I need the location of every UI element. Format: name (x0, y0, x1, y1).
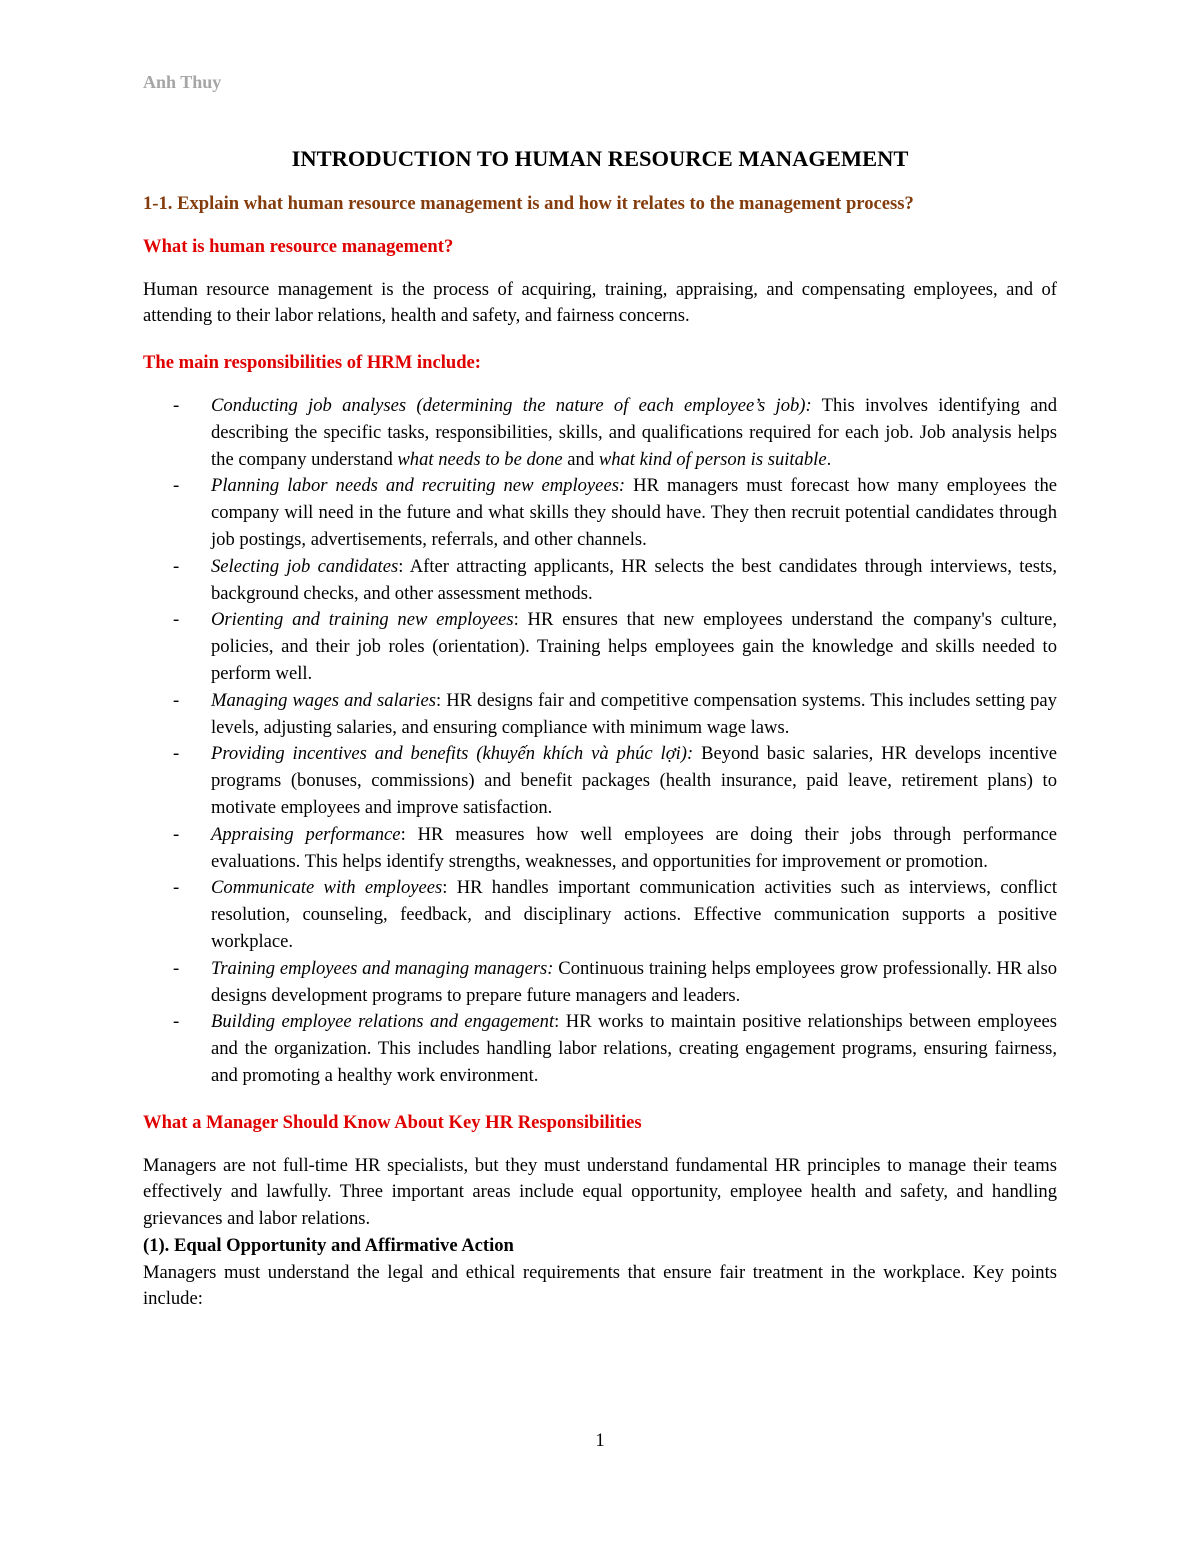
item-term: Training employees and managing managers: (211, 957, 554, 979)
item-text: : HR ensures that new employees understand the company's culture, policies, and their job roles (orientation). Training helps employees gain the knowledge and skills needed to perform well. (211, 609, 1057, 684)
page-content (143, 145, 1057, 1313)
item-text: This involves identifying and describing the specific tasks, responsibilities, skills, and qualifications required for each job. Job analysis helps the company understand (211, 394, 1057, 470)
item-text: and (562, 448, 599, 470)
list-item (143, 393, 1057, 473)
item-text: Continuous training helps employees grow professionally. HR also designs development programs to prepare future managers and leaders. (211, 957, 1057, 1006)
manager-paragraph: Managers are not full-time HR specialists, but they must understand fundamental HR principles to manage their teams effectively and lawfully. Three important areas include equal opportunity, employee health and safety, and handling grievances and labor relations. (143, 1154, 1057, 1230)
item-term: Orienting and training new employees (211, 609, 514, 631)
bullet-dash: - (173, 877, 180, 899)
item-term: Planning labor needs and recruiting new employees: (211, 475, 626, 497)
page-header-author: Anh Thuy (143, 72, 222, 92)
item-text: . (826, 448, 832, 470)
list-item (143, 607, 1057, 687)
item-term: Communicate with employees (211, 877, 443, 899)
list-item (143, 1009, 1057, 1089)
list-item (143, 688, 1057, 742)
document-title: INTRODUCTION TO HUMAN RESOURCE MANAGEMENT (291, 146, 909, 171)
item-italic: what kind of person is suitable (598, 448, 827, 470)
list-item (143, 741, 1057, 821)
list-item (143, 473, 1057, 553)
item-term: Appraising performance (211, 823, 401, 845)
responsibilities-heading: The main responsibilities of HRM include: (143, 352, 481, 374)
list-item (143, 956, 1057, 1010)
item-term: Providing incentives and benefits (khuyến khích và phúc lợi): (211, 743, 694, 765)
what-is-hrm-heading: What is human resource management? (143, 235, 454, 257)
item-italic: what needs to be done (397, 448, 563, 470)
item-term: Selecting job candidates (211, 555, 399, 577)
list-item (143, 822, 1057, 876)
item-text: : After attracting applicants, HR selects the best candidates through interviews, tests, background checks, and other assessment methods. (211, 555, 1058, 604)
bullet-dash: - (173, 689, 180, 711)
item-text: : HR measures how well employees are doing their jobs through performance evaluations. This helps identify strengths, weaknesses, and opportunities for improvement or promotion. (211, 823, 1058, 872)
bullet-dash: - (173, 743, 180, 765)
item-text: Beyond basic salaries, HR develops incentive programs (bonuses, commissions) and benefit packages (health insurance, paid leave, retirement plans) to motivate employees and improve satisfaction. (211, 743, 1057, 818)
responsibilities-list (143, 393, 1057, 1090)
section-1-heading: (1). Equal Opportunity and Affirmative Action (143, 1234, 514, 1256)
page-number: 1 (595, 1430, 605, 1451)
item-text: : HR works to maintain positive relationships between employees and the organization. This includes handling labor relations, creating engagement programs, ensuring fairness, and promoting a healthy work environment. (211, 1011, 1057, 1086)
question-heading: 1-1. Explain what human resource management is and how it relates to the management process? (143, 193, 914, 214)
hrm-definition: Human resource management is the process of acquiring, training, appraising, and compensating employees, and of attending to their labor relations, health and safety, and fairness concerns. (143, 278, 1057, 327)
item-text: : HR handles important communication activities such as interviews, conflict resolution, counseling, feedback, and disciplinary actions. Effective communication supports a positive workplace. (211, 877, 1057, 952)
bullet-dash: - (173, 555, 180, 577)
bullet-dash: - (173, 475, 180, 497)
section-1-paragraph: Managers must understand the legal and ethical requirements that ensure fair treatment in the workplace. Key points include: (143, 1261, 1057, 1310)
bullet-dash: - (173, 1011, 180, 1033)
list-item (143, 875, 1057, 955)
bullet-dash: - (173, 609, 180, 631)
item-term: Conducting job analyses (determining the nature of each employee’s job): (211, 394, 812, 416)
item-term: Building employee relations and engagement (211, 1011, 555, 1033)
bullet-dash: - (173, 394, 180, 416)
item-text: : HR designs fair and competitive compensation systems. This includes setting pay levels, adjusting salaries, and ensuring compliance with minimum wage laws. (211, 689, 1057, 738)
list-item (143, 554, 1057, 608)
manager-heading: What a Manager Should Know About Key HR Responsibilities (143, 1111, 642, 1133)
item-text: HR managers must forecast how many employees the company will need in the future and what skills they should have. They then recruit potential candidates through job postings, advertisements, referrals, and other channels. (211, 475, 1057, 550)
bullet-dash: - (173, 957, 180, 979)
bullet-dash: - (173, 823, 180, 845)
item-term: Managing wages and salaries (211, 689, 436, 711)
